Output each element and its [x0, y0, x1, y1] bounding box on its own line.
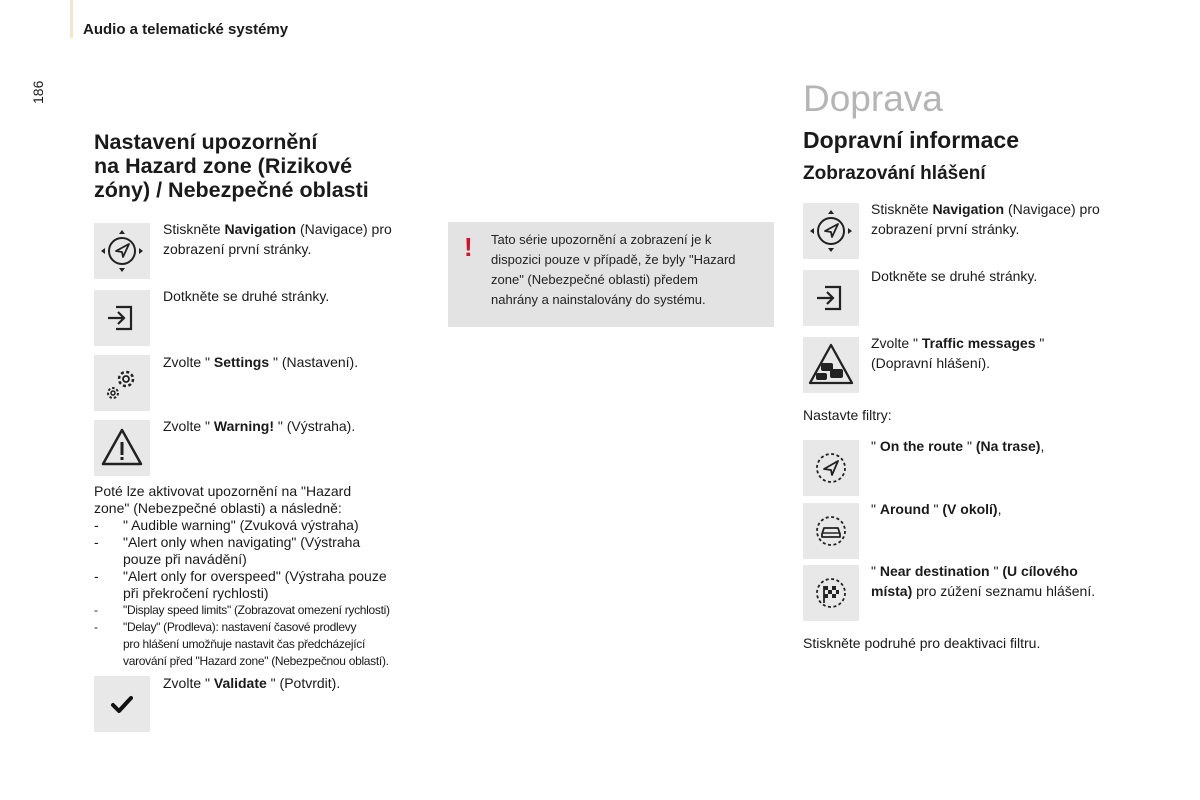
- destination-flag-icon: [803, 565, 859, 621]
- traffic-icon: [803, 337, 859, 393]
- left-step-5-text: Zvolte " Validate " (Potvrdit).: [163, 675, 341, 691]
- filter-1-text: " On the route " (Na trase),: [871, 438, 1045, 454]
- intro-line-1: Poté lze aktivovat upozornění na "Hazard: [94, 483, 352, 499]
- on-route-filter-icon: [803, 440, 859, 496]
- left-heading: [94, 130, 369, 202]
- running-header: Audio a telematické systémy: [83, 21, 289, 38]
- right-heading: Dopravní informace: [803, 127, 1019, 153]
- left-step-4-text: Zvolte " Warning! " (Výstraha).: [163, 418, 356, 434]
- navigation-icon: [803, 203, 859, 259]
- filters-label: Nastavte filtry:: [803, 407, 892, 423]
- right-footer-text: Stiskněte podruhé pro deaktivaci filtru.: [803, 635, 1041, 651]
- left-step-3-text: Zvolte " Settings " (Nastavení).: [163, 354, 359, 370]
- next-page-icon: [803, 270, 859, 326]
- right-step-3-text: Zvolte " Traffic messages " (Dopravní hlášení).: [871, 335, 1045, 371]
- filter-2-text: " Around " (V okolí),: [871, 501, 1002, 517]
- hazard-options-list: [94, 483, 390, 670]
- right-subheading: Zobrazování hlášení: [803, 163, 986, 184]
- intro-line-2: zone" (Nebezpečné oblasti) a následně:: [94, 500, 342, 516]
- right-step-1-text: Stiskněte Navigation (Navigace) pro zobrazení první stránky.: [871, 201, 1100, 237]
- around-filter-icon: [803, 503, 859, 559]
- right-step-2-text: Dotkněte se druhé stránky.: [871, 268, 1038, 284]
- list-item: - "Alert only for overspeed" (Výstraha pouze při překročení rychlosti): [94, 568, 387, 601]
- header-accent-bar: [70, 0, 73, 38]
- filter-3-text: " Near destination " (U cílového místa) pro zúžení seznamu hlášení.: [871, 563, 1096, 599]
- warning-triangle-icon: [94, 420, 150, 476]
- left-step-2-text: Dotkněte se druhé stránky.: [163, 288, 330, 304]
- section-title: Doprava: [803, 78, 943, 119]
- list-item: - "Delay" (Prodleva): nastavení časové prodlevy pro hlášení umožňuje nastavit čas předcházející varování před "Hazard zone" (Nebezpečnou oblastí).: [94, 620, 389, 668]
- left-step-1-text: Stiskněte Navigation (Navigace) pro zobrazení první stránky.: [163, 221, 392, 257]
- settings-icon: [94, 355, 150, 411]
- exclamation-icon: !: [464, 232, 473, 262]
- note-text: Tato série upozornění a zobrazení je k dispozici pouze v případě, že byly "Hazard zone" (Nebezpečné oblasti) předem nahrány a nainstalovány do systému.: [491, 232, 736, 307]
- next-page-icon: [94, 290, 150, 346]
- navigation-icon: [94, 223, 150, 279]
- left-heading-line-1: Nastavení upozornění: [94, 130, 318, 154]
- list-item: - " Audible warning" (Zvuková výstraha): [94, 517, 359, 533]
- list-item: - "Display speed limits" (Zobrazovat omezení rychlosti): [94, 603, 390, 617]
- page-number: 186: [30, 80, 46, 104]
- checkmark-icon: [94, 676, 150, 732]
- list-item: - "Alert only when navigating" (Výstraha pouze při navádění): [94, 534, 361, 567]
- left-heading-line-3: zóny) / Nebezpečné oblasti: [94, 178, 369, 202]
- left-heading-line-2: na Hazard zone (Rizikové: [94, 154, 353, 178]
